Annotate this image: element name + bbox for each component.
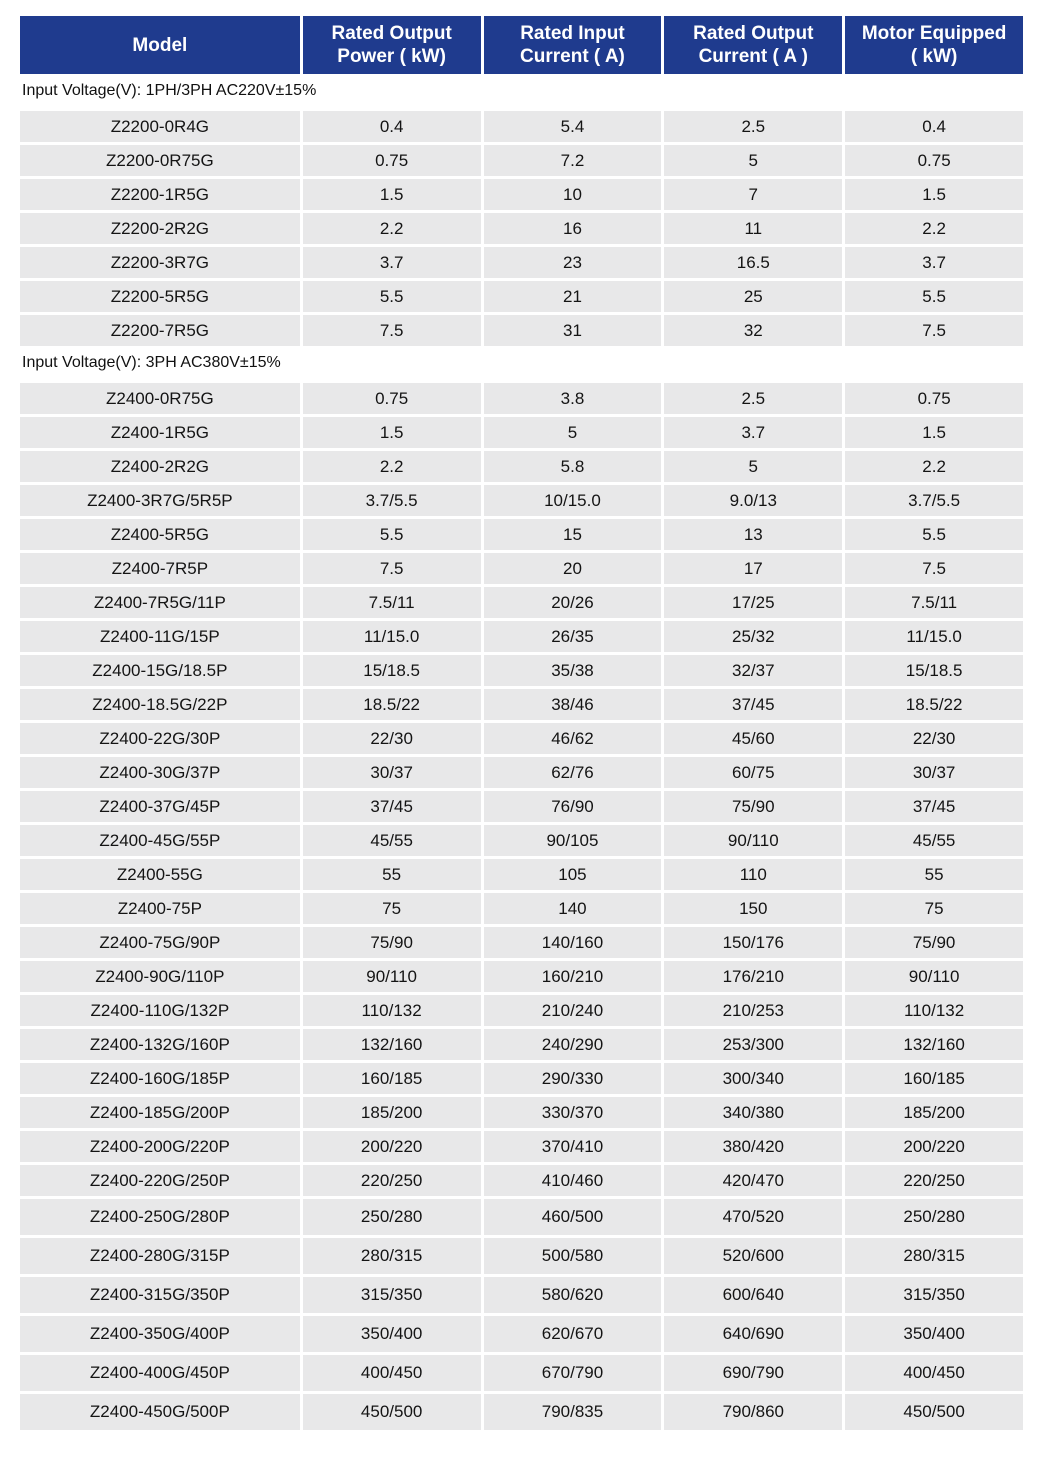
table-row [20, 1131, 1023, 1162]
cell-motor-equipped: 22/30 [845, 723, 1023, 754]
table-row [20, 1165, 1023, 1196]
table-row [20, 383, 1023, 414]
table-row [20, 451, 1023, 482]
cell-rated-output-current: 90/110 [664, 825, 842, 856]
table-row [20, 315, 1023, 346]
cell-motor-equipped: 315/350 [845, 1277, 1023, 1313]
cell-rated-output-current: 790/860 [664, 1394, 842, 1430]
cell-model: Z2400-90G/110P [20, 961, 300, 992]
cell-motor-equipped: 1.5 [845, 417, 1023, 448]
cell-rated-output-power: 400/450 [303, 1355, 481, 1391]
cell-model: Z2400-250G/280P [20, 1199, 300, 1235]
cell-rated-output-power: 55 [303, 859, 481, 890]
cell-model: Z2400-22G/30P [20, 723, 300, 754]
cell-motor-equipped: 75/90 [845, 927, 1023, 958]
cell-rated-output-power: 7.5/11 [303, 587, 481, 618]
header-motor-equipped [845, 16, 1023, 74]
cell-model: Z2400-45G/55P [20, 825, 300, 856]
cell-rated-output-power: 11/15.0 [303, 621, 481, 652]
cell-rated-output-power: 37/45 [303, 791, 481, 822]
cell-motor-equipped: 450/500 [845, 1394, 1023, 1430]
cell-motor-equipped: 5.5 [845, 281, 1023, 312]
cell-rated-output-current: 25/32 [664, 621, 842, 652]
table-row [20, 1063, 1023, 1094]
table-row [20, 995, 1023, 1026]
cell-model: Z2400-1R5G [20, 417, 300, 448]
cell-model: Z2200-0R4G [20, 111, 300, 142]
cell-rated-input-current: 460/500 [484, 1199, 662, 1235]
cell-model: Z2400-220G/250P [20, 1165, 300, 1196]
cell-rated-input-current: 16 [484, 213, 662, 244]
cell-motor-equipped: 185/200 [845, 1097, 1023, 1128]
cell-rated-input-current: 21 [484, 281, 662, 312]
cell-rated-output-power: 250/280 [303, 1199, 481, 1235]
cell-model: Z2400-185G/200P [20, 1097, 300, 1128]
cell-rated-output-power: 30/37 [303, 757, 481, 788]
cell-motor-equipped: 30/37 [845, 757, 1023, 788]
cell-model: Z2400-2R2G [20, 451, 300, 482]
cell-rated-output-current: 150 [664, 893, 842, 924]
header-motor-equipped-label: Motor Equipped ( kW) [861, 23, 1007, 67]
cell-rated-input-current: 10/15.0 [484, 485, 662, 516]
cell-motor-equipped: 45/55 [845, 825, 1023, 856]
cell-motor-equipped: 160/185 [845, 1063, 1023, 1094]
cell-model: Z2400-75G/90P [20, 927, 300, 958]
cell-rated-output-current: 32/37 [664, 655, 842, 686]
table-row [20, 927, 1023, 958]
cell-rated-output-current: 16.5 [664, 247, 842, 278]
cell-model: Z2400-450G/500P [20, 1394, 300, 1430]
cell-rated-output-current: 7 [664, 179, 842, 210]
table-row [20, 111, 1023, 142]
cell-rated-output-current: 32 [664, 315, 842, 346]
cell-motor-equipped: 3.7/5.5 [845, 485, 1023, 516]
cell-rated-output-current: 470/520 [664, 1199, 842, 1235]
table-row [20, 1277, 1023, 1313]
cell-rated-output-power: 200/220 [303, 1131, 481, 1162]
cell-model: Z2400-30G/37P [20, 757, 300, 788]
table-row [20, 1199, 1023, 1235]
header-rated-output-power-label: Rated Output Power ( kW) [331, 23, 452, 67]
cell-rated-input-current: 46/62 [484, 723, 662, 754]
cell-rated-input-current: 20 [484, 553, 662, 584]
cell-rated-output-power: 450/500 [303, 1394, 481, 1430]
cell-rated-output-current: 176/210 [664, 961, 842, 992]
cell-rated-output-power: 7.5 [303, 315, 481, 346]
cell-rated-input-current: 90/105 [484, 825, 662, 856]
cell-model: Z2400-0R75G [20, 383, 300, 414]
cell-motor-equipped: 3.7 [845, 247, 1023, 278]
cell-rated-output-power: 280/315 [303, 1238, 481, 1274]
table-row [20, 859, 1023, 890]
cell-rated-output-power: 2.2 [303, 213, 481, 244]
cell-rated-input-current: 670/790 [484, 1355, 662, 1391]
table-row [20, 1029, 1023, 1060]
cell-model: Z2400-11G/15P [20, 621, 300, 652]
cell-model: Z2400-3R7G/5R5P [20, 485, 300, 516]
cell-rated-output-power: 7.5 [303, 553, 481, 584]
cell-rated-output-current: 11 [664, 213, 842, 244]
table-row [20, 893, 1023, 924]
cell-motor-equipped: 0.75 [845, 383, 1023, 414]
header-rated-input-current [484, 16, 662, 74]
cell-rated-output-current: 17 [664, 553, 842, 584]
cell-motor-equipped: 2.2 [845, 213, 1023, 244]
cell-motor-equipped: 90/110 [845, 961, 1023, 992]
cell-rated-input-current: 500/580 [484, 1238, 662, 1274]
cell-rated-output-power: 18.5/22 [303, 689, 481, 720]
cell-model: Z2400-400G/450P [20, 1355, 300, 1391]
cell-model: Z2400-315G/350P [20, 1277, 300, 1313]
table-row [20, 1355, 1023, 1391]
cell-rated-output-current: 300/340 [664, 1063, 842, 1094]
cell-rated-output-power: 22/30 [303, 723, 481, 754]
cell-rated-input-current: 20/26 [484, 587, 662, 618]
cell-rated-output-power: 0.75 [303, 383, 481, 414]
cell-rated-input-current: 410/460 [484, 1165, 662, 1196]
cell-rated-output-current: 2.5 [664, 383, 842, 414]
table-row [20, 553, 1023, 584]
cell-rated-output-current: 380/420 [664, 1131, 842, 1162]
cell-rated-input-current: 5 [484, 417, 662, 448]
cell-rated-output-current: 37/45 [664, 689, 842, 720]
cell-rated-input-current: 5.8 [484, 451, 662, 482]
table-row [20, 621, 1023, 652]
cell-model: Z2400-132G/160P [20, 1029, 300, 1060]
cell-model: Z2400-37G/45P [20, 791, 300, 822]
table-row [20, 247, 1023, 278]
cell-rated-output-power: 1.5 [303, 417, 481, 448]
cell-rated-input-current: 7.2 [484, 145, 662, 176]
cell-motor-equipped: 55 [845, 859, 1023, 890]
cell-rated-output-power: 3.7 [303, 247, 481, 278]
cell-rated-input-current: 31 [484, 315, 662, 346]
cell-rated-output-power: 75 [303, 893, 481, 924]
table-row [20, 281, 1023, 312]
cell-motor-equipped: 250/280 [845, 1199, 1023, 1235]
cell-motor-equipped: 7.5 [845, 553, 1023, 584]
cell-motor-equipped: 2.2 [845, 451, 1023, 482]
cell-model: Z2400-75P [20, 893, 300, 924]
cell-rated-output-power: 45/55 [303, 825, 481, 856]
cell-rated-output-current: 5 [664, 145, 842, 176]
cell-rated-input-current: 62/76 [484, 757, 662, 788]
cell-rated-output-current: 520/600 [664, 1238, 842, 1274]
cell-rated-output-current: 110 [664, 859, 842, 890]
table-row [20, 1316, 1023, 1352]
table-row [20, 825, 1023, 856]
cell-model: Z2400-5R5G [20, 519, 300, 550]
cell-rated-output-current: 25 [664, 281, 842, 312]
cell-rated-output-power: 90/110 [303, 961, 481, 992]
cell-rated-output-power: 315/350 [303, 1277, 481, 1313]
cell-rated-output-current: 340/380 [664, 1097, 842, 1128]
header-rated-output-current [664, 16, 842, 74]
cell-model: Z2200-0R75G [20, 145, 300, 176]
header-rated-output-current-label: Rated Output Current ( A ) [693, 23, 814, 67]
cell-model: Z2200-3R7G [20, 247, 300, 278]
section-label: Input Voltage(V): 1PH/3PH AC220V±15% [20, 74, 1023, 108]
spec-table [20, 16, 1023, 1430]
cell-model: Z2400-350G/400P [20, 1316, 300, 1352]
table-row [20, 417, 1023, 448]
table-row [20, 179, 1023, 210]
table-body [20, 74, 1023, 1430]
table-header-row [20, 16, 1023, 74]
cell-rated-output-power: 0.75 [303, 145, 481, 176]
cell-model: Z2200-7R5G [20, 315, 300, 346]
cell-motor-equipped: 0.75 [845, 145, 1023, 176]
cell-motor-equipped: 15/18.5 [845, 655, 1023, 686]
cell-motor-equipped: 220/250 [845, 1165, 1023, 1196]
cell-motor-equipped: 200/220 [845, 1131, 1023, 1162]
table-row [20, 1394, 1023, 1430]
cell-rated-output-power: 110/132 [303, 995, 481, 1026]
section-label: Input Voltage(V): 3PH AC380V±15% [20, 346, 1023, 380]
cell-rated-output-power: 350/400 [303, 1316, 481, 1352]
cell-rated-output-power: 1.5 [303, 179, 481, 210]
cell-rated-output-current: 3.7 [664, 417, 842, 448]
cell-rated-output-power: 220/250 [303, 1165, 481, 1196]
cell-rated-input-current: 790/835 [484, 1394, 662, 1430]
cell-rated-output-power: 0.4 [303, 111, 481, 142]
cell-rated-output-power: 132/160 [303, 1029, 481, 1060]
cell-motor-equipped: 132/160 [845, 1029, 1023, 1060]
cell-model: Z2400-160G/185P [20, 1063, 300, 1094]
cell-motor-equipped: 400/450 [845, 1355, 1023, 1391]
cell-motor-equipped: 37/45 [845, 791, 1023, 822]
cell-motor-equipped: 18.5/22 [845, 689, 1023, 720]
cell-motor-equipped: 75 [845, 893, 1023, 924]
cell-motor-equipped: 5.5 [845, 519, 1023, 550]
cell-rated-input-current: 140/160 [484, 927, 662, 958]
table-row [20, 723, 1023, 754]
table-row [20, 485, 1023, 516]
cell-rated-input-current: 370/410 [484, 1131, 662, 1162]
cell-rated-output-power: 75/90 [303, 927, 481, 958]
cell-rated-input-current: 26/35 [484, 621, 662, 652]
cell-model: Z2400-110G/132P [20, 995, 300, 1026]
cell-rated-output-current: 210/253 [664, 995, 842, 1026]
cell-rated-output-current: 150/176 [664, 927, 842, 958]
cell-model: Z2400-18.5G/22P [20, 689, 300, 720]
cell-rated-input-current: 105 [484, 859, 662, 890]
cell-model: Z2400-200G/220P [20, 1131, 300, 1162]
cell-motor-equipped: 1.5 [845, 179, 1023, 210]
cell-motor-equipped: 350/400 [845, 1316, 1023, 1352]
cell-rated-input-current: 38/46 [484, 689, 662, 720]
cell-rated-output-current: 17/25 [664, 587, 842, 618]
cell-model: Z2400-55G [20, 859, 300, 890]
cell-motor-equipped: 110/132 [845, 995, 1023, 1026]
cell-model: Z2400-15G/18.5P [20, 655, 300, 686]
table-row [20, 519, 1023, 550]
cell-rated-input-current: 620/670 [484, 1316, 662, 1352]
header-rated-output-power [303, 16, 481, 74]
cell-rated-input-current: 10 [484, 179, 662, 210]
cell-rated-input-current: 35/38 [484, 655, 662, 686]
cell-rated-output-current: 640/690 [664, 1316, 842, 1352]
cell-rated-output-current: 690/790 [664, 1355, 842, 1391]
cell-rated-output-current: 420/470 [664, 1165, 842, 1196]
table-row [20, 655, 1023, 686]
cell-rated-output-current: 600/640 [664, 1277, 842, 1313]
cell-rated-input-current: 15 [484, 519, 662, 550]
table-row [20, 213, 1023, 244]
cell-model: Z2200-2R2G [20, 213, 300, 244]
cell-rated-input-current: 580/620 [484, 1277, 662, 1313]
cell-rated-output-current: 45/60 [664, 723, 842, 754]
header-rated-input-current-label: Rated Input Current ( A) [520, 23, 625, 67]
table-row [20, 791, 1023, 822]
cell-rated-output-current: 9.0/13 [664, 485, 842, 516]
cell-rated-input-current: 76/90 [484, 791, 662, 822]
cell-motor-equipped: 7.5 [845, 315, 1023, 346]
cell-rated-output-power: 5.5 [303, 519, 481, 550]
table-row [20, 587, 1023, 618]
cell-rated-output-power: 3.7/5.5 [303, 485, 481, 516]
cell-motor-equipped: 280/315 [845, 1238, 1023, 1274]
cell-rated-output-current: 13 [664, 519, 842, 550]
cell-rated-input-current: 210/240 [484, 995, 662, 1026]
cell-rated-input-current: 240/290 [484, 1029, 662, 1060]
cell-rated-input-current: 5.4 [484, 111, 662, 142]
cell-model: Z2400-7R5P [20, 553, 300, 584]
cell-motor-equipped: 11/15.0 [845, 621, 1023, 652]
table-row [20, 1097, 1023, 1128]
cell-rated-input-current: 23 [484, 247, 662, 278]
cell-motor-equipped: 0.4 [845, 111, 1023, 142]
cell-rated-output-power: 5.5 [303, 281, 481, 312]
cell-model: Z2200-5R5G [20, 281, 300, 312]
cell-rated-output-current: 5 [664, 451, 842, 482]
cell-rated-output-current: 75/90 [664, 791, 842, 822]
cell-rated-input-current: 290/330 [484, 1063, 662, 1094]
table-row [20, 1238, 1023, 1274]
cell-rated-output-power: 160/185 [303, 1063, 481, 1094]
cell-rated-output-power: 15/18.5 [303, 655, 481, 686]
header-model [20, 16, 300, 74]
header-model-label: Model [132, 34, 188, 56]
cell-model: Z2400-280G/315P [20, 1238, 300, 1274]
cell-rated-output-power: 185/200 [303, 1097, 481, 1128]
cell-rated-input-current: 160/210 [484, 961, 662, 992]
cell-model: Z2400-7R5G/11P [20, 587, 300, 618]
cell-rated-output-current: 253/300 [664, 1029, 842, 1060]
table-row [20, 961, 1023, 992]
table-row [20, 689, 1023, 720]
cell-rated-output-power: 2.2 [303, 451, 481, 482]
cell-rated-input-current: 330/370 [484, 1097, 662, 1128]
cell-rated-output-current: 60/75 [664, 757, 842, 788]
table-row [20, 145, 1023, 176]
cell-motor-equipped: 7.5/11 [845, 587, 1023, 618]
cell-model: Z2200-1R5G [20, 179, 300, 210]
cell-rated-output-current: 2.5 [664, 111, 842, 142]
table-row [20, 757, 1023, 788]
cell-rated-input-current: 140 [484, 893, 662, 924]
cell-rated-input-current: 3.8 [484, 383, 662, 414]
